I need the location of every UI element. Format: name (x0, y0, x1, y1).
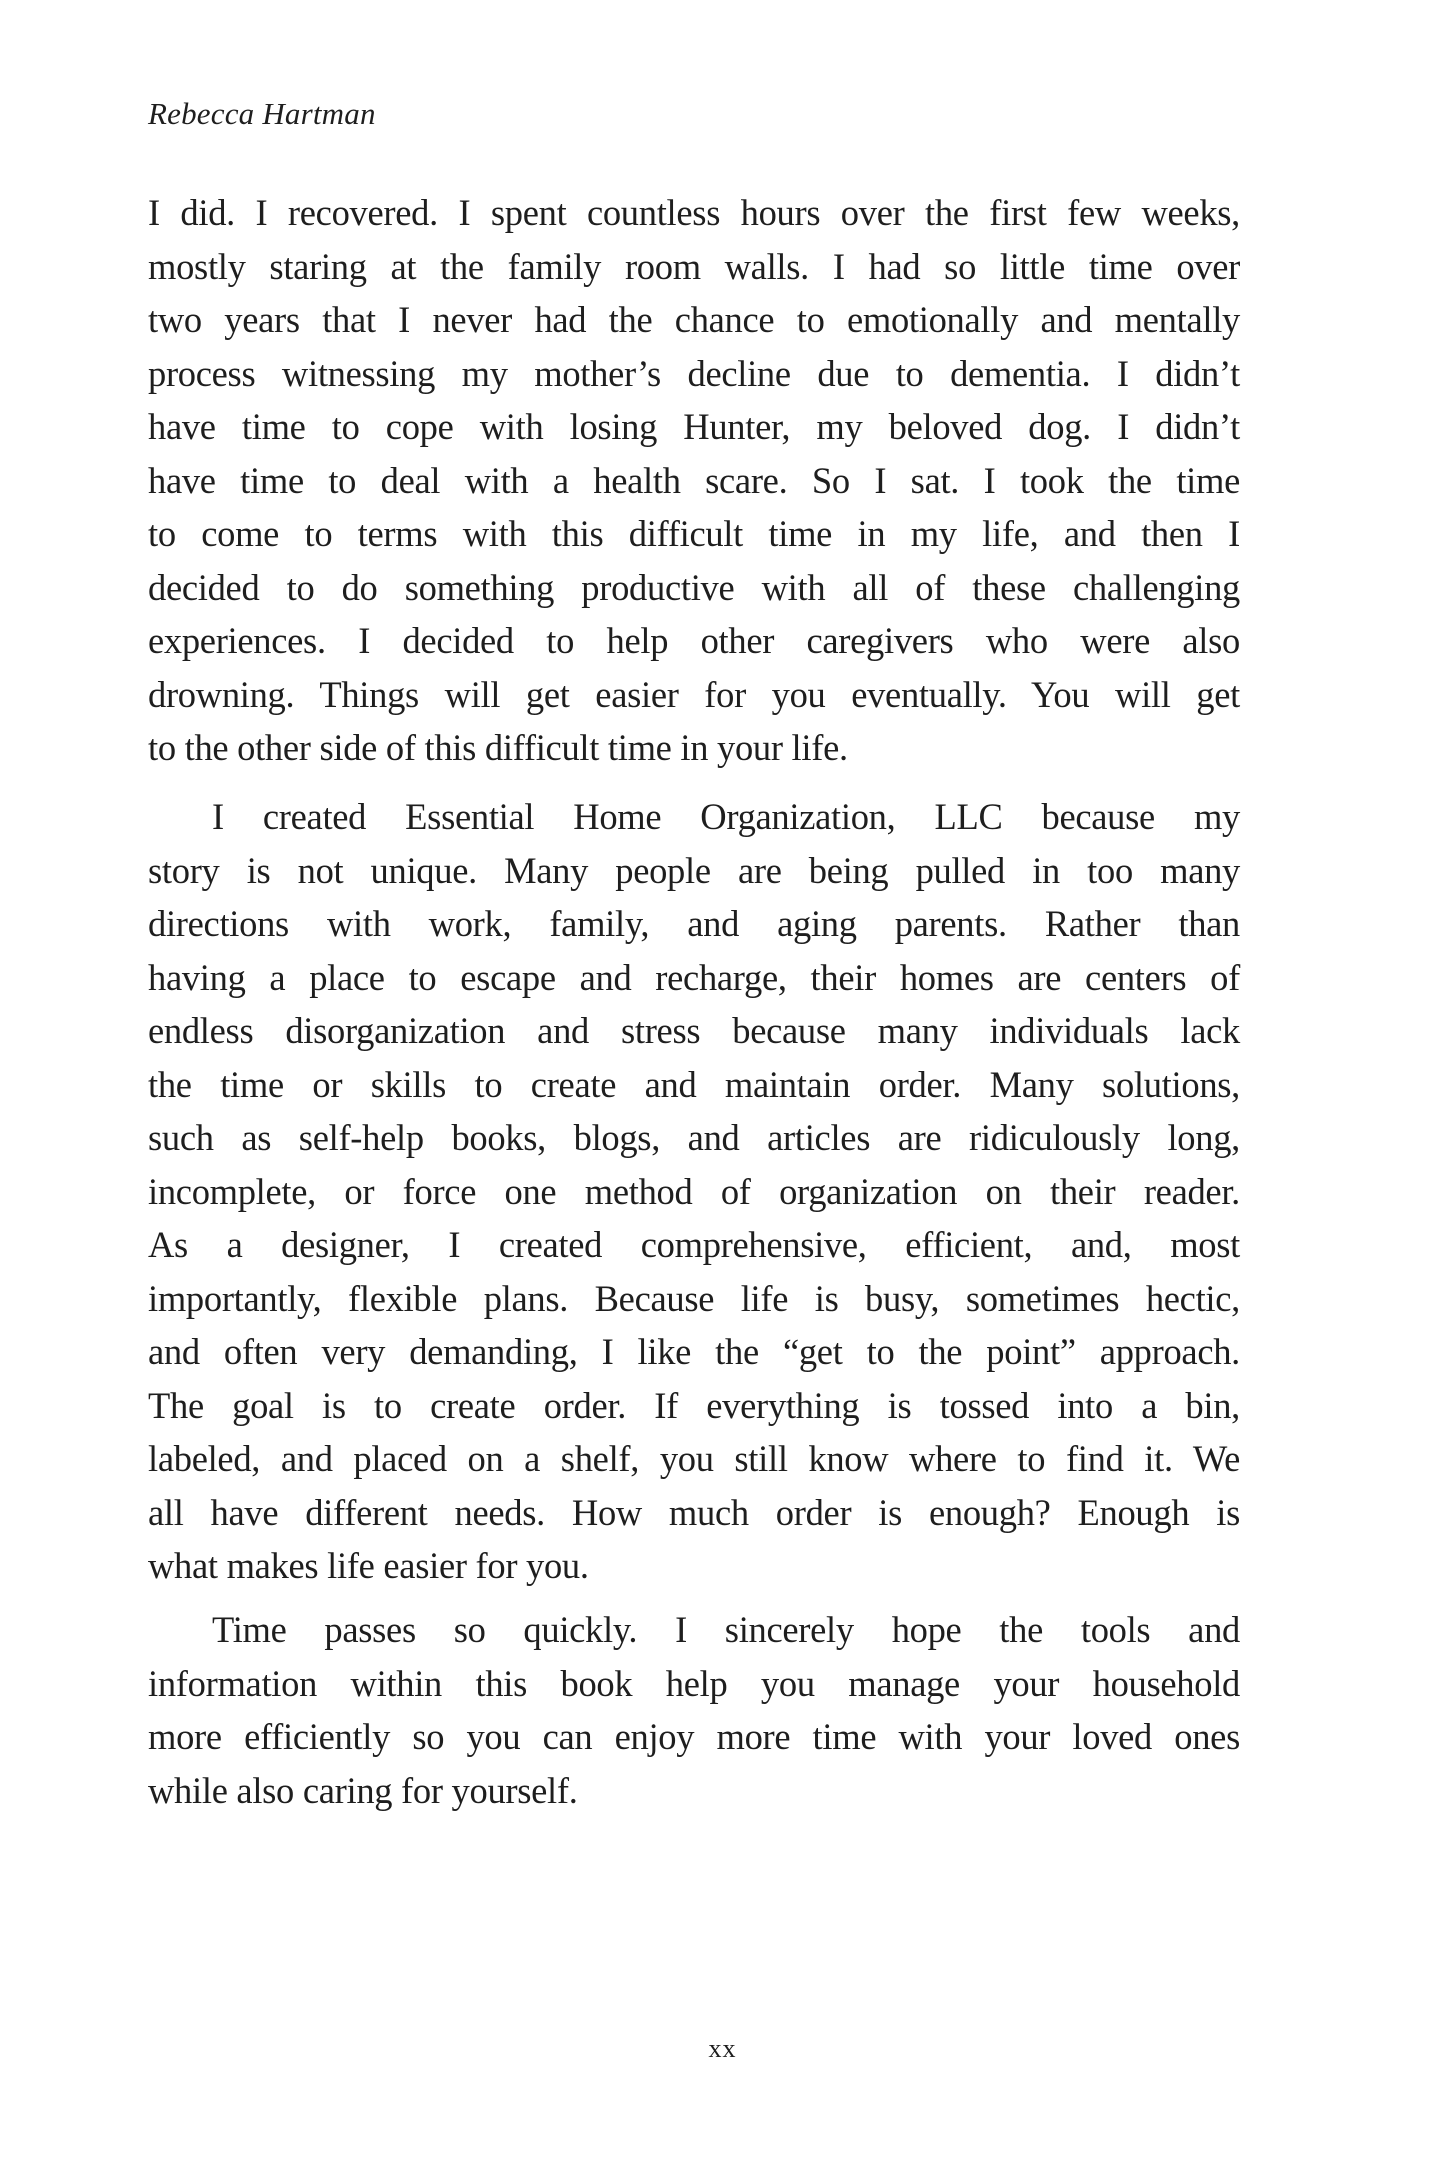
text-line: directions with work, family, and aging parents. Rather than (148, 903, 1240, 944)
text-line: drowning. Things will get easier for you eventually. You will get (148, 673, 1240, 715)
running-head-author: Rebecca Hartman (148, 96, 376, 131)
text-line: experiences. I decided to help other caregivers who were also (148, 620, 1240, 661)
text-line: more efficiently so you can enjoy more time with your loved ones (148, 1716, 1240, 1757)
text-line: all have different needs. How much order is enough? Enough is (148, 1491, 1240, 1533)
text-line: to come to terms with this difficult time in my life, and then I (148, 513, 1240, 554)
text-line: Time passes so quickly. I sincerely hope the tools and (212, 1609, 1240, 1650)
text-line: I did. I recovered. I spent countless hours over the first few weeks, (148, 192, 1240, 233)
text-line: incomplete, or force one method of organization on their reader. (148, 1170, 1240, 1212)
text-line: two years that I never had the chance to emotionally and mentally (148, 299, 1240, 340)
page-number: xx (708, 2034, 737, 2063)
text-line: having a place to escape and recharge, their homes are centers of (148, 956, 1240, 998)
text-line: decided to do something productive with all of these challenging (148, 566, 1240, 608)
text-line: and often very demanding, I like the “get to the point” approach. (148, 1331, 1240, 1372)
text-line: process witnessing my mother’s decline due to dementia. I didn’t (148, 352, 1240, 394)
text-line: have time to deal with a health scare. So I sat. I took the time (148, 459, 1240, 501)
text-line: the time or skills to create and maintain order. Many solutions, (148, 1063, 1240, 1105)
text-line: information within this book help you manage your household (148, 1662, 1240, 1704)
text-line: to the other side of this difficult time in your life. (148, 727, 848, 768)
text-line: The goal is to create order. If everything is tossed into a bin, (148, 1384, 1240, 1426)
paragraph (148, 186, 1240, 775)
text-line: what makes life easier for you. (148, 1545, 589, 1586)
text-line: labeled, and placed on a shelf, you still know where to find it. We (148, 1438, 1240, 1479)
text-line: story is not unique. Many people are being pulled in too many (148, 849, 1240, 891)
text-line: importantly, flexible plans. Because life is busy, sometimes hectic, (148, 1277, 1240, 1319)
paragraph (148, 790, 1240, 1593)
text-line: I created Essential Home Organization, LLC because my (212, 796, 1240, 837)
text-line: have time to cope with losing Hunter, my beloved dog. I didn’t (148, 406, 1240, 447)
text-line: As a designer, I created comprehensive, efficient, and, most (148, 1224, 1240, 1265)
paragraph (148, 1603, 1240, 1817)
text-line: mostly staring at the family room walls. I had so little time over (148, 245, 1240, 287)
text-line: while also caring for yourself. (148, 1769, 578, 1811)
text-line: endless disorganization and stress because many individuals lack (148, 1010, 1240, 1051)
text-line: such as self-help books, blogs, and articles are ridiculously long, (148, 1117, 1240, 1158)
